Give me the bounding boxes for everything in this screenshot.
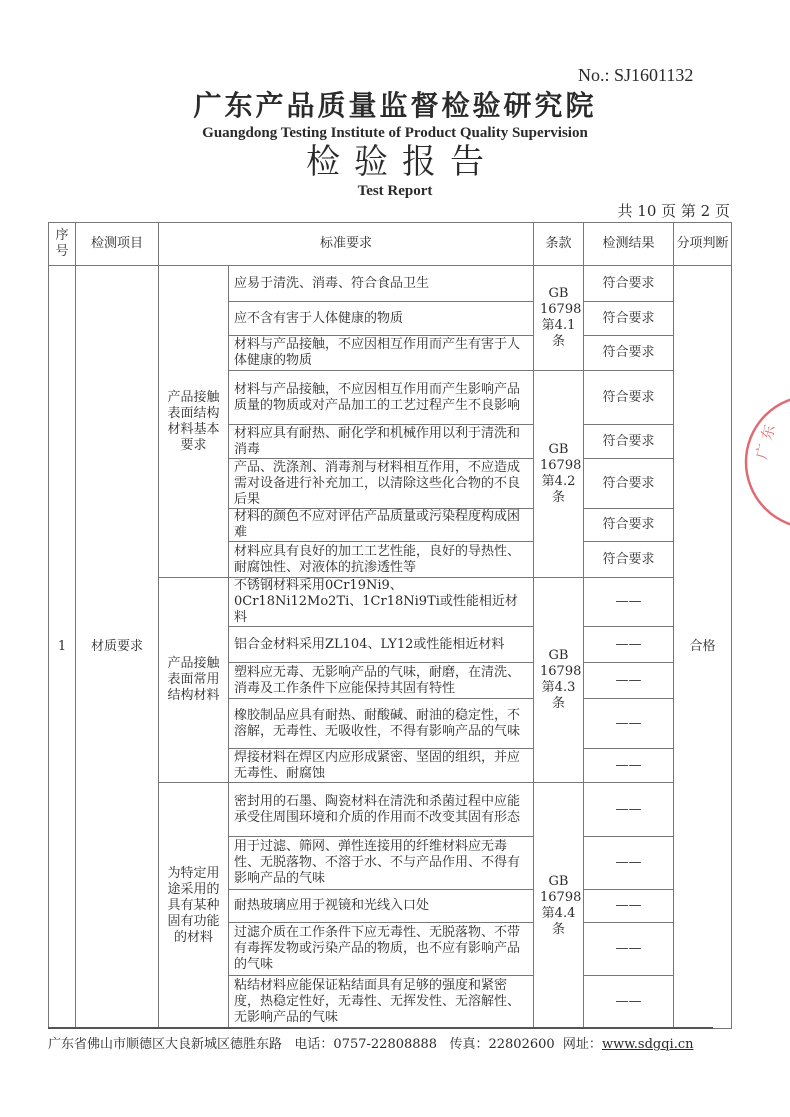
result-cell: —— <box>584 699 674 749</box>
group-name-cell: 产品接触表面结构材料基本要求 <box>159 266 229 578</box>
result-cell: —— <box>584 976 674 1029</box>
requirement-cell: 产品、洗涤剂、消毒剂与材料相互作用，不应造成需对设备进行补充加工，以清除这些化合物的不良后果 <box>229 459 534 509</box>
requirement-cell: 不锈钢材料采用0Cr19Ni9、0Cr18Ni12Mo2Ti、1Cr18Ni9Ti或性能相近材料 <box>229 578 534 627</box>
requirement-cell: 密封用的石墨、陶瓷材料在清洗和杀菌过程中应能承受住周围环境和介质的作用而不改变其固有形态 <box>229 783 534 837</box>
official-seal-stamp <box>730 390 790 540</box>
footer <box>48 1036 694 1053</box>
table-row <box>49 266 732 302</box>
result-cell: —— <box>584 578 674 627</box>
result-cell: 符合要求 <box>584 336 674 371</box>
clause-cell: GB 16798 第4.2条 <box>534 371 584 578</box>
judgment-cell: 合格 <box>674 266 732 1029</box>
requirement-cell: 粘结材料应能保证粘结面具有足够的强度和紧密度，热稳定性好，无毒性、无挥发性、无溶解性、无影响产品的气味 <box>229 976 534 1029</box>
requirement-cell: 应易于清洗、消毒、符合食品卫生 <box>229 266 534 302</box>
result-cell: —— <box>584 923 674 976</box>
header-judgment: 分项判断 <box>674 223 732 266</box>
table-header-row <box>49 223 732 266</box>
result-cell: —— <box>584 837 674 890</box>
group-name-cell: 产品接触表面常用结构材料 <box>159 578 229 783</box>
requirement-cell: 应不含有害于人体健康的物质 <box>229 302 534 336</box>
result-cell: 符合要求 <box>584 459 674 509</box>
footer-phone: 电话：0757-22808888 <box>294 1037 438 1052</box>
requirement-cell: 耐热玻璃应用于视镜和光线入口处 <box>229 890 534 923</box>
result-cell: 符合要求 <box>584 425 674 459</box>
report-title-en: Test Report <box>357 183 433 199</box>
report-number: No.: SJ1601132 <box>578 65 694 85</box>
requirement-cell: 用于过滤、筛网、弹性连接用的纤维材料应无毒性、无脱落物、不溶于水、不与产品作用、不得有影响产品的气味 <box>229 837 534 890</box>
footer-divider <box>48 1027 713 1029</box>
result-cell: 符合要求 <box>584 509 674 542</box>
group-name-cell: 为特定用途采用的具有某种固有功能的材料 <box>159 783 229 1029</box>
header-item: 检测项目 <box>76 223 159 266</box>
requirement-cell: 材料与产品接触，不应因相互作用而产生影响产品质量的物质或对产品加工的工艺过程产生不良影响 <box>229 371 534 425</box>
page-info: 共 10 页 第 2 页 <box>617 202 730 220</box>
result-cell: —— <box>584 783 674 837</box>
institute-name-cn: 广东产品质量监督检验研究院 <box>193 89 597 122</box>
requirement-cell: 塑料应无毒、无影响产品的气味，耐磨，在清洗、消毒及工作条件下应能保持其固有特性 <box>229 663 534 699</box>
result-cell: —— <box>584 663 674 699</box>
footer-website-label: 网址： <box>562 1037 602 1052</box>
header-clause: 条款 <box>534 223 584 266</box>
clause-cell: GB 16798 第4.1条 <box>534 266 584 371</box>
item-cell: 材质要求 <box>76 266 159 1029</box>
clause-cell: GB 16798 第4.3条 <box>534 578 584 783</box>
requirement-cell: 材料与产品接触，不应因相互作用而产生有害于人体健康的物质 <box>229 336 534 371</box>
seq-cell: 1 <box>49 266 76 1029</box>
requirement-cell: 材料应具有耐热、耐化学和机械作用以利于清洗和消毒 <box>229 425 534 459</box>
footer-website-link[interactable]: www.sdgqi.cn <box>601 1037 694 1052</box>
institute-name-en: Guangdong Testing Institute of Product Quality Supervision <box>202 125 588 141</box>
requirement-cell: 材料应具有良好的加工工艺性能，良好的导热性、耐腐蚀性、对液体的抗渗透性等 <box>229 542 534 578</box>
footer-address: 广东省佛山市顺德区大良新城区德胜东路 <box>48 1037 283 1052</box>
requirement-cell: 焊接材料在焊区内应形成紧密、坚固的组织，并应无毒性、耐腐蚀 <box>229 749 534 783</box>
requirement-cell: 材料的颜色不应对评估产品质量或污染程度构成困难 <box>229 509 534 542</box>
report-title-cn: 检验报告 <box>306 142 498 182</box>
requirement-cell: 过滤介质在工作条件下应无毒性、无脱落物、不带有毒挥发物或污染产品的物质，也不应有影响产品的气味 <box>229 923 534 976</box>
header-seq: 序号 <box>49 223 76 266</box>
clause-cell: GB 16798 第4.4条 <box>534 783 584 1029</box>
result-cell: 符合要求 <box>584 302 674 336</box>
result-cell: 符合要求 <box>584 266 674 302</box>
header-result: 检测结果 <box>584 223 674 266</box>
result-cell: —— <box>584 627 674 663</box>
svg-text:广 东: 广 东 <box>752 422 779 462</box>
result-cell: —— <box>584 749 674 783</box>
header-requirement: 标准要求 <box>159 223 534 266</box>
footer-fax: 传真：22802600 <box>449 1037 555 1052</box>
result-cell: —— <box>584 890 674 923</box>
requirement-cell: 橡胶制品应具有耐热、耐酸碱、耐油的稳定性，不溶解，无毒性、无吸收性，不得有影响产品的气味 <box>229 699 534 749</box>
result-cell: 符合要求 <box>584 371 674 425</box>
requirement-cell: 铝合金材料采用ZL104、LY12或性能相近材料 <box>229 627 534 663</box>
result-cell: 符合要求 <box>584 542 674 578</box>
inspection-table <box>48 222 732 1029</box>
